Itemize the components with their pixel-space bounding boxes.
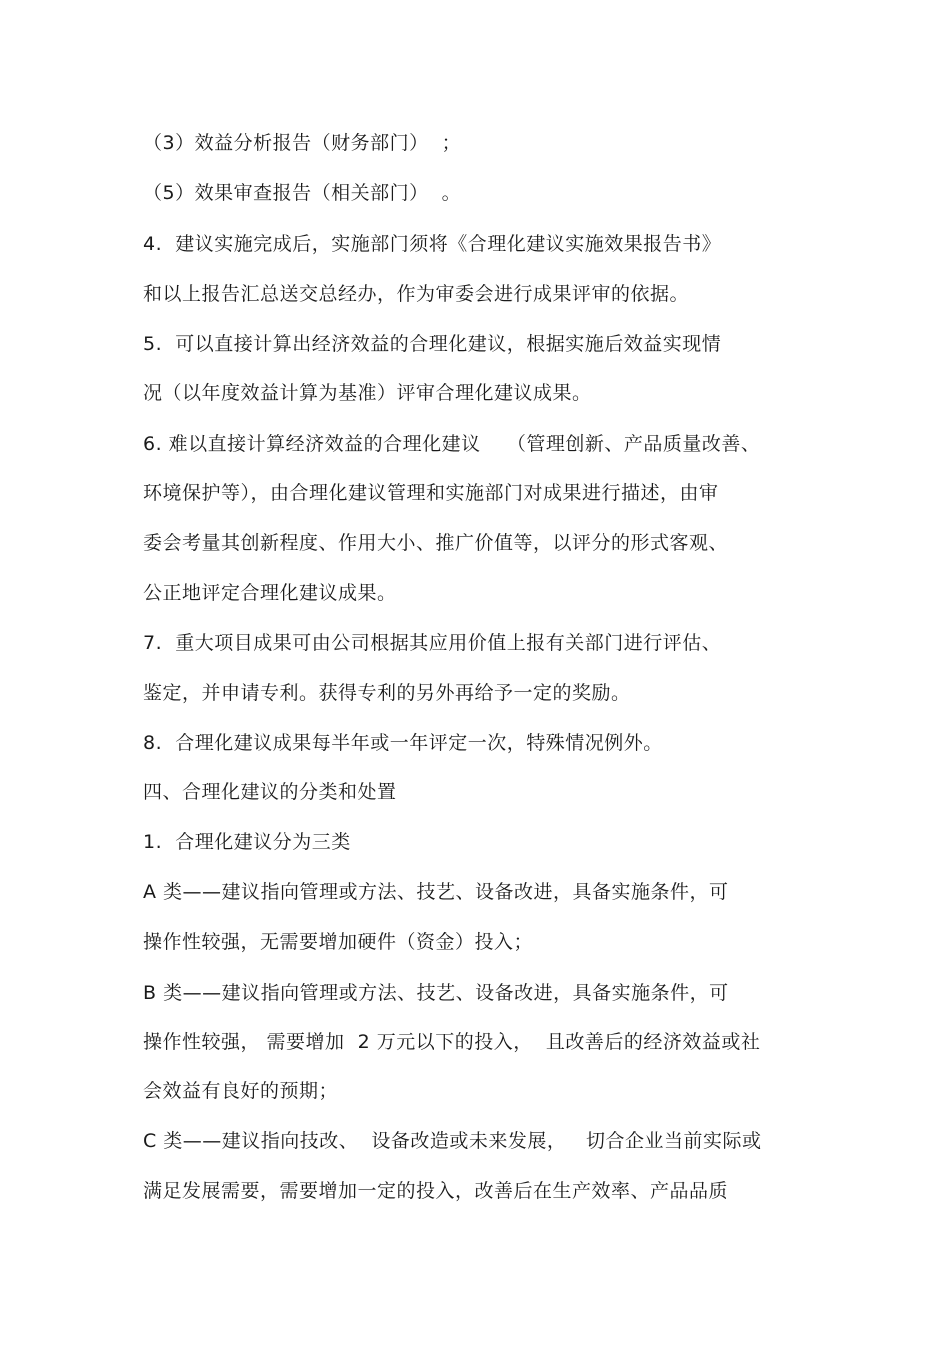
text-line-8: 环境保护等），由合理化建议管理和实施部门对成果进行描述，由审 <box>143 482 719 504</box>
text-line-13: 8. 合理化建议成果每半年或一年评定一次，特殊情况例外。 <box>143 732 663 754</box>
text-line-9: 委会考量其创新程度、作用大小、推广价值等，以评分的形式客观、 <box>143 532 729 554</box>
text-line-5: 5. 可以直接计算出经济效益的合理化建议，根据实施后效益实现情 <box>143 333 722 355</box>
text-line-1: （3）效益分析报告（财务部门） ； <box>143 132 462 154</box>
text-line-3: 4. 建议实施完成后，实施部门须将《合理化建议实施效果报告书》 <box>143 233 722 255</box>
section-heading: 四、合理化建议的分类和处置 <box>143 781 397 803</box>
text-line-20: 会效益有良好的预期； <box>143 1080 339 1102</box>
text-line-10: 公正地评定合理化建议成果。 <box>143 582 397 604</box>
text-line-22: 满足发展需要，需要增加一定的投入，改善后在生产效率、产品品质 <box>143 1180 729 1202</box>
text-line-17: 操作性较强，无需要增加硬件（资金）投入； <box>143 931 534 953</box>
text-line-16: A 类——建议指向管理或方法、技艺、设备改进，具备实施条件，可 <box>143 881 729 903</box>
text-line-4: 和以上报告汇总送交总经办，作为审委会进行成果评审的依据。 <box>143 283 690 305</box>
text-line-2: （5）效果审查报告（相关部门） 。 <box>143 182 462 204</box>
text-line-18: B 类——建议指向管理或方法、技艺、设备改进，具备实施条件，可 <box>143 982 729 1004</box>
text-line-11: 7. 重大项目成果可由公司根据其应用价值上报有关部门进行评估、 <box>143 632 722 654</box>
text-line-6: 况（以年度效益计算为基准）评审合理化建议成果。 <box>143 382 592 404</box>
text-line-21: C 类——建议指向技改、 设备改造或未来发展， 切合企业当前实际或 <box>143 1130 762 1152</box>
text-line-15: 1. 合理化建议分为三类 <box>143 831 351 853</box>
text-line-12: 鉴定，并申请专利。获得专利的另外再给予一定的奖励。 <box>143 682 631 704</box>
text-line-19: 操作性较强， 需要增加 2 万元以下的投入， 且改善后的经济效益或社 <box>143 1031 761 1053</box>
text-line-7: 6. 难以直接计算经济效益的合理化建议 （管理创新、产品质量改善、 <box>143 433 761 455</box>
